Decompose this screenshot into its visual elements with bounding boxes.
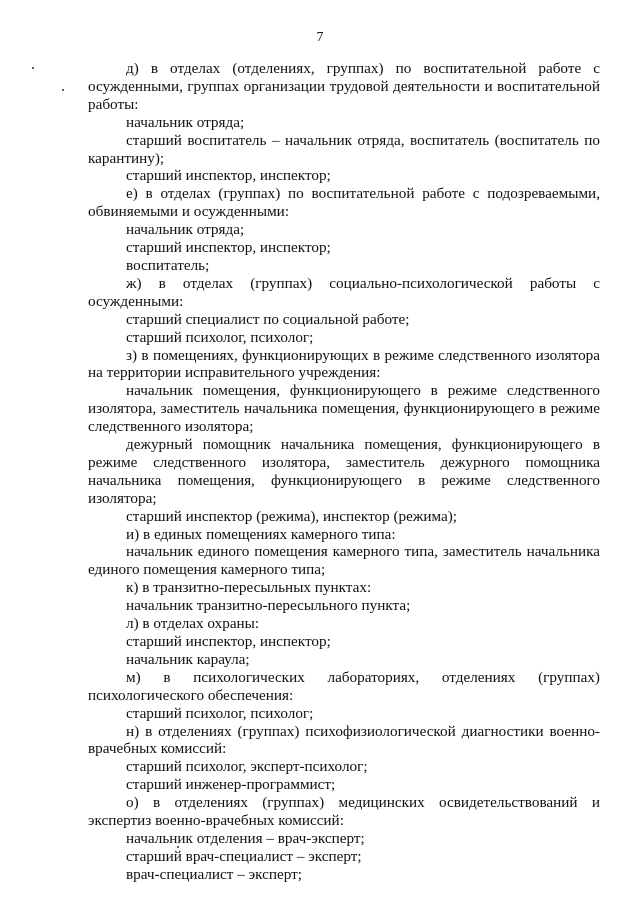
paragraph: начальник помещения, функционирующего в режиме следственного изолятора, заместитель начальника помещения, функционирующего в режиме следственного изолятора;: [88, 382, 600, 436]
paragraph: старший инспектор, инспектор;: [126, 239, 331, 257]
paragraph: н) в отделениях (группах) психофизиологической диагностики военно-врачебных комиссий:: [88, 722, 600, 758]
paragraph: дежурный помощник начальника помещения, функционирующего в режиме следственного изолятора, заместитель дежурного помощника начальника помещения, функционирующего в режиме следственного изолятора;: [88, 436, 600, 507]
document-body: [88, 60, 600, 884]
paragraph: и) в единых помещениях камерного типа:: [126, 525, 396, 543]
paragraph: начальник отряда;: [126, 113, 245, 131]
paragraph: з) в помещениях, функционирующих в режиме следственного изолятора на территории исправительного учреждения:: [88, 346, 600, 382]
paragraph: воспитатель;: [126, 256, 210, 274]
paragraph: старший специалист по социальной работе;: [126, 310, 410, 328]
paragraph: старший психолог, психолог;: [126, 704, 314, 722]
scan-speck: [62, 89, 64, 91]
paragraph: начальник транзитно-пересыльного пункта;: [126, 597, 411, 615]
paragraph: начальник караула;: [126, 650, 250, 668]
paragraph: начальник единого помещения камерного типа, заместитель начальника единого помещения камерного типа;: [88, 543, 600, 579]
paragraph: старший инспектор, инспектор;: [126, 167, 331, 185]
paragraph: начальник отряда;: [126, 221, 245, 239]
paragraph: старший воспитатель – начальник отряда, воспитатель (воспитатель по карантину);: [88, 131, 600, 167]
paragraph: старший инспектор, инспектор;: [126, 633, 331, 650]
paragraph: старший психолог, психолог;: [126, 328, 314, 346]
scan-speck: [32, 67, 34, 69]
page-number: 7: [316, 30, 324, 45]
paragraph: старший психолог, эксперт-психолог;: [126, 758, 368, 776]
paragraph: м) в психологических лабораториях, отделениях (группах) психологического обеспечения:: [88, 668, 600, 704]
paragraph: е) в отделах (группах) по воспитательной работе с подозреваемыми, обвиняемыми и осужденными:: [88, 185, 600, 221]
paragraph: ж) в отделах (группах) социально-психологической работы с осужденными:: [88, 274, 600, 310]
paragraph: о) в отделениях (группах) медицинских освидетельствований и экспертиз военно-врачебных комиссий:: [88, 794, 600, 830]
paragraph: начальник отделения – врач-эксперт;: [126, 829, 365, 847]
paragraph: к) в транзитно-пересыльных пунктах:: [126, 579, 372, 597]
paragraph: л) в отделах охраны:: [126, 615, 260, 633]
paragraph: д) в отделах (отделениях, группах) по воспитательной работе с осужденными, группах организации трудовой деятельности и воспитательной работы:: [88, 60, 600, 113]
paragraph: старший инспектор (режима), инспектор (режима);: [126, 507, 458, 525]
paragraph: старший врач-специалист – эксперт;: [126, 847, 362, 865]
paragraph: врач-специалист – эксперт;: [126, 865, 302, 883]
paragraph: старший инженер-программист;: [126, 776, 336, 794]
